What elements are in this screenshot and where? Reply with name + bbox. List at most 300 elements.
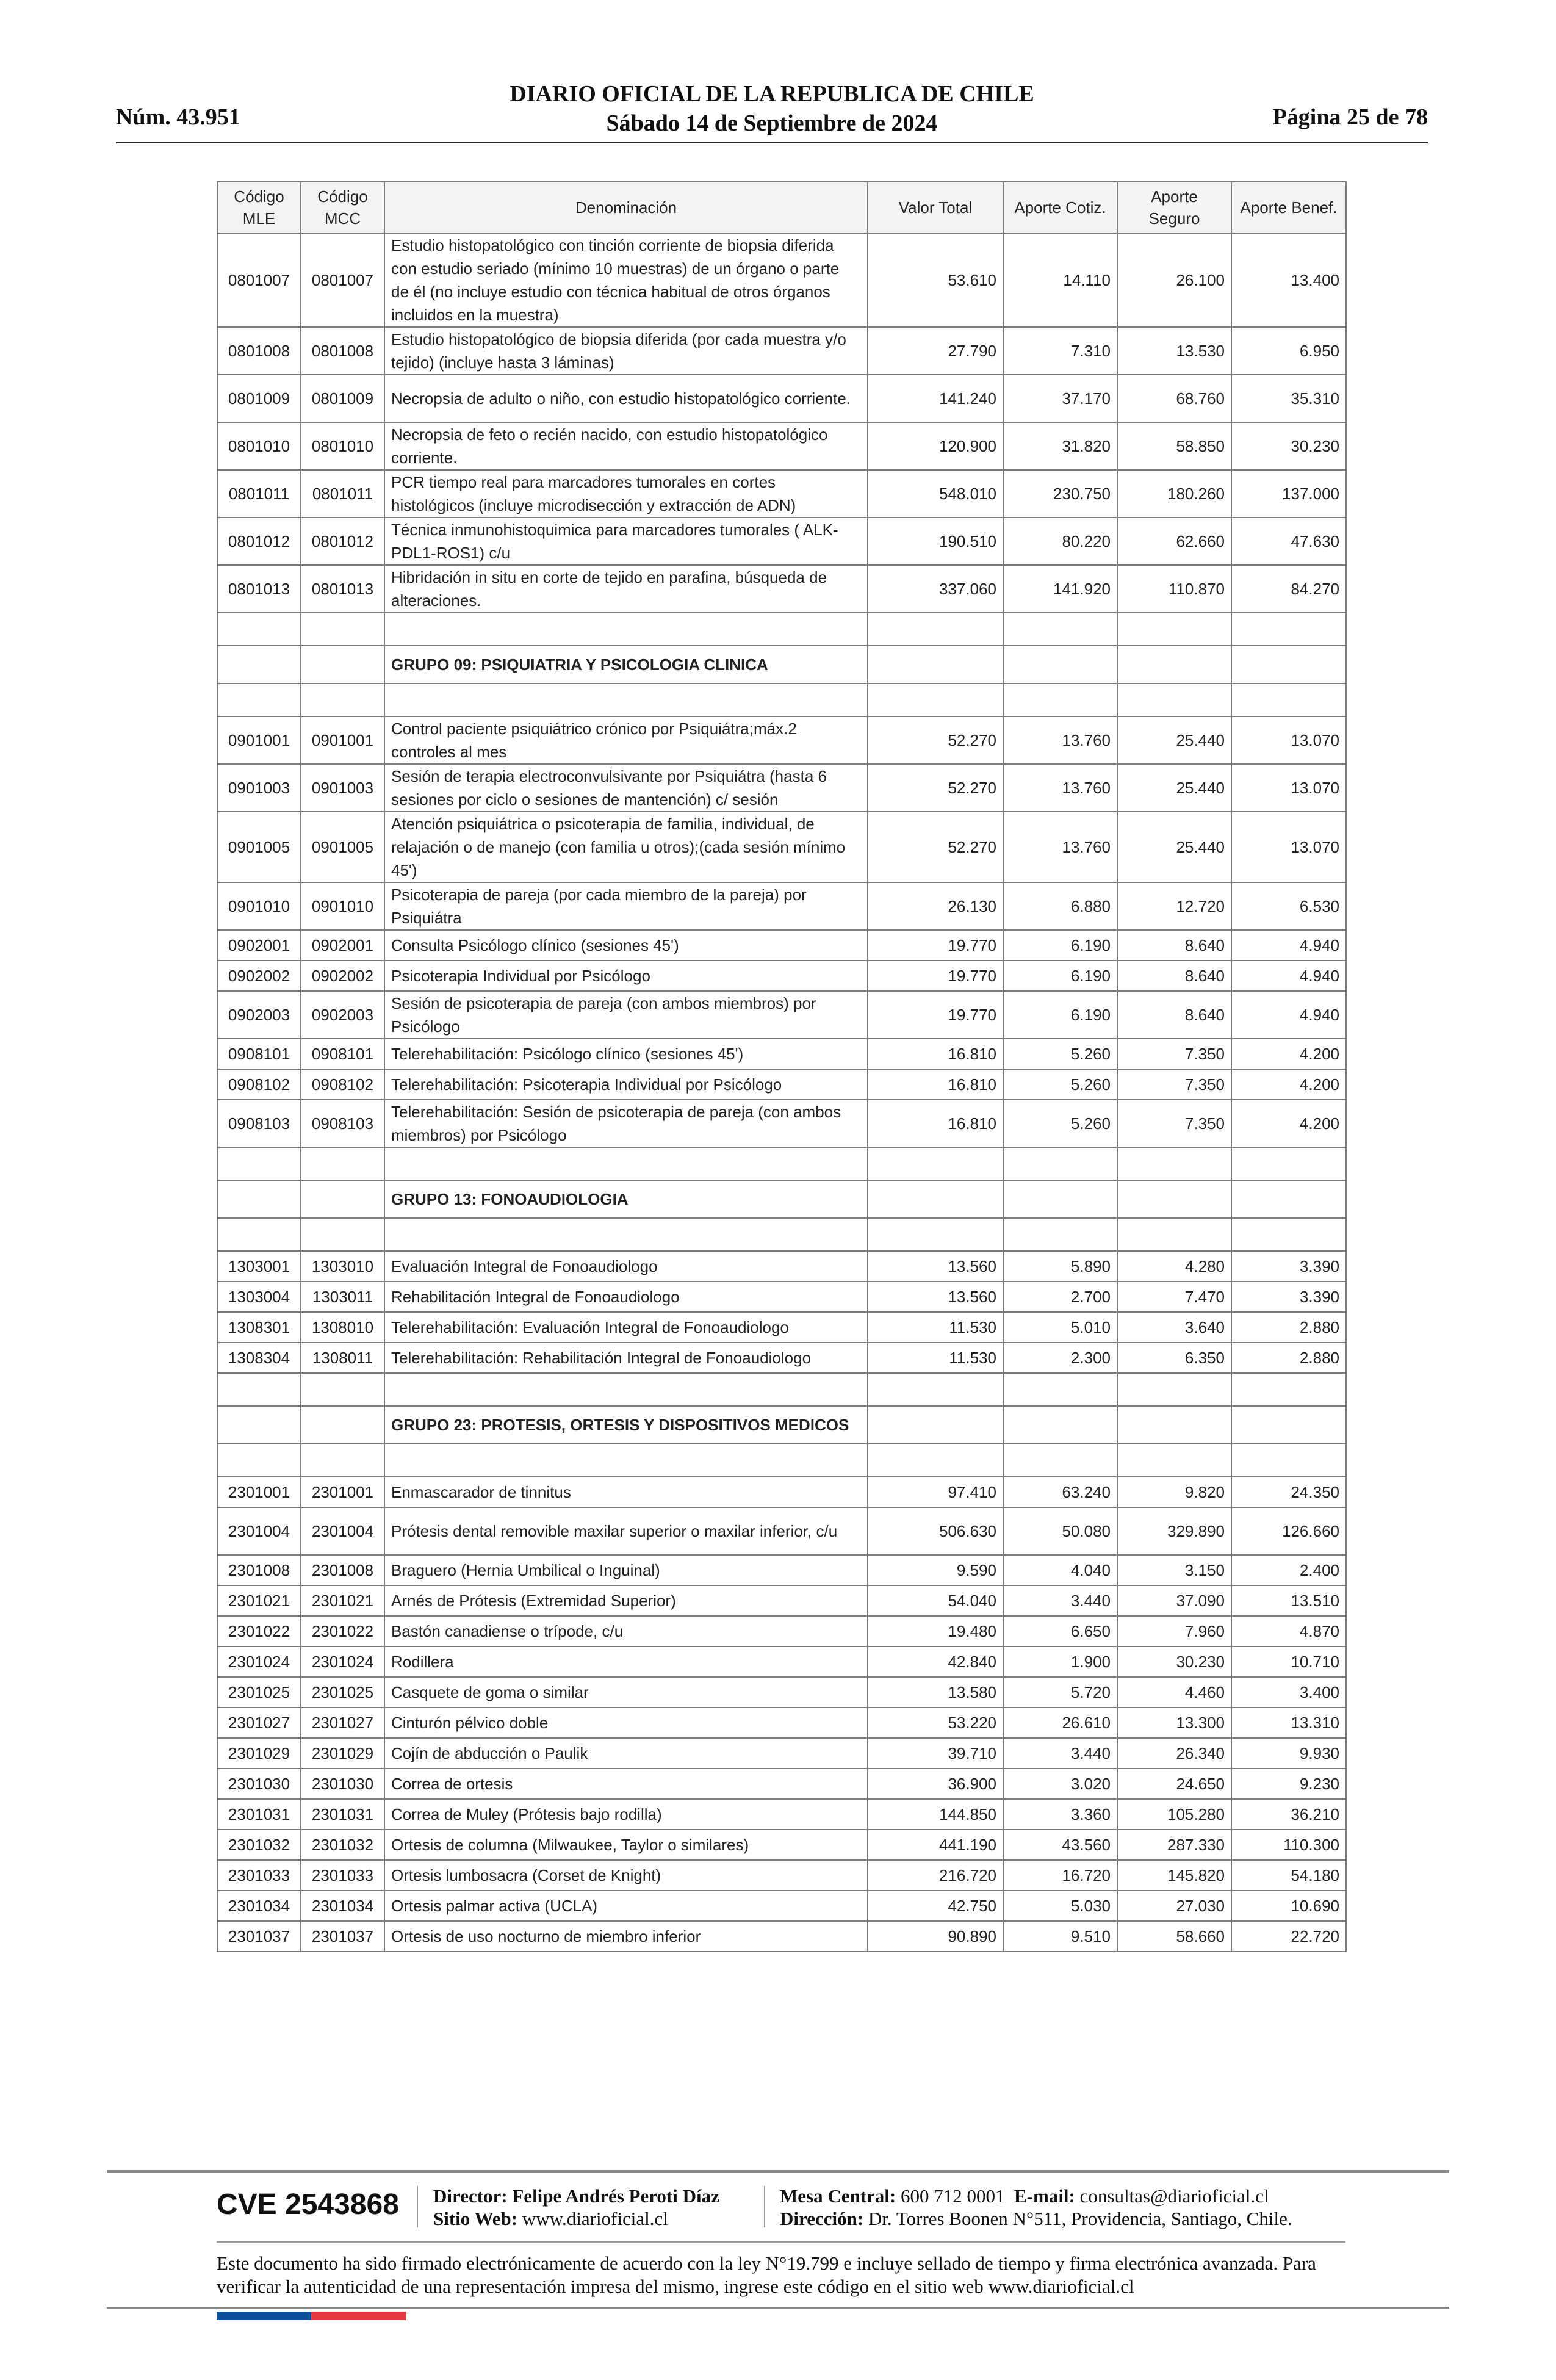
total-value-cell: 190.510 (868, 517, 1003, 565)
code-mle-cell: 1303001 (217, 1251, 301, 1282)
total-value-cell: 90.890 (868, 1921, 1003, 1952)
cotiz-value-cell: 6.190 (1003, 991, 1117, 1039)
seguro-value-cell: 9.820 (1117, 1477, 1231, 1507)
table-header-row (217, 182, 1346, 233)
empty-cell (1231, 613, 1346, 646)
cotiz-value-cell: 14.110 (1003, 233, 1117, 327)
cotiz-value-cell: 5.260 (1003, 1100, 1117, 1147)
code-mcc-cell: 2301022 (301, 1616, 384, 1646)
spacer-row (217, 613, 1346, 646)
footer-rule-middle (217, 2241, 1345, 2243)
total-value-cell: 16.810 (868, 1069, 1003, 1100)
benef-value-cell: 10.710 (1231, 1646, 1346, 1677)
empty-cell (1117, 1406, 1231, 1444)
description-cell: Telerehabilitación: Psicólogo clínico (sesiones 45') (384, 1039, 868, 1069)
code-mcc-cell: 2301024 (301, 1646, 384, 1677)
description-cell: Psicoterapia Individual por Psicólogo (384, 961, 868, 991)
empty-cell (301, 1406, 384, 1444)
cotiz-value-cell: 63.240 (1003, 1477, 1117, 1507)
total-value-cell: 39.710 (868, 1738, 1003, 1769)
code-mle-cell: 2301031 (217, 1799, 301, 1830)
seguro-value-cell: 6.350 (1117, 1343, 1231, 1373)
description-cell: Atención psiquiátrica o psicoterapia de familia, individual, de relajación o de manejo (con familia u otros);(cada sesión mínimo 45') (384, 812, 868, 882)
code-mle-cell: 0908102 (217, 1069, 301, 1100)
code-mcc-cell: 0801009 (301, 375, 384, 422)
benef-value-cell: 10.690 (1231, 1891, 1346, 1921)
total-value-cell: 52.270 (868, 812, 1003, 882)
table-row (217, 422, 1346, 470)
description-cell: Correa de ortesis (384, 1769, 868, 1799)
benef-value-cell: 13.070 (1231, 764, 1346, 812)
empty-cell (1117, 1147, 1231, 1180)
table-row (217, 1251, 1346, 1282)
total-value-cell: 19.770 (868, 930, 1003, 961)
code-mcc-cell: 2301034 (301, 1891, 384, 1921)
table-row (217, 1282, 1346, 1312)
empty-cell (1003, 1180, 1117, 1218)
seguro-value-cell: 7.350 (1117, 1039, 1231, 1069)
code-mcc-cell: 2301008 (301, 1555, 384, 1585)
group-header-row (217, 1406, 1346, 1444)
cotiz-value-cell: 141.920 (1003, 565, 1117, 613)
code-mle-cell: 2301008 (217, 1555, 301, 1585)
group-header-row (217, 646, 1346, 683)
benef-value-cell: 13.400 (1231, 233, 1346, 327)
cotiz-value-cell: 5.260 (1003, 1039, 1117, 1069)
benef-value-cell: 24.350 (1231, 1477, 1346, 1507)
cotiz-value-cell: 13.760 (1003, 764, 1117, 812)
cotiz-value-cell: 80.220 (1003, 517, 1117, 565)
benef-value-cell: 6.530 (1231, 882, 1346, 930)
code-mle-cell: 2301001 (217, 1477, 301, 1507)
table-body (217, 233, 1346, 1952)
group-title: GRUPO 23: PROTESIS, ORTESIS Y DISPOSITIVOS MEDICOS (384, 1406, 868, 1444)
empty-cell (1231, 646, 1346, 683)
table-row (217, 1677, 1346, 1707)
empty-cell (217, 1444, 301, 1477)
benef-value-cell: 3.390 (1231, 1251, 1346, 1282)
code-mcc-cell: 0801008 (301, 327, 384, 375)
cotiz-value-cell: 31.820 (1003, 422, 1117, 470)
code-mcc-cell: 2301027 (301, 1707, 384, 1738)
code-mcc-cell: 1303011 (301, 1282, 384, 1312)
masthead (116, 79, 1428, 138)
empty-cell (301, 1180, 384, 1218)
cotiz-value-cell: 230.750 (1003, 470, 1117, 517)
col-header-mle: Código MLE (217, 182, 301, 233)
description-cell: Braguero (Hernia Umbilical o Inguinal) (384, 1555, 868, 1585)
code-mle-cell: 0801007 (217, 233, 301, 327)
benef-value-cell: 13.510 (1231, 1585, 1346, 1616)
empty-cell (868, 1406, 1003, 1444)
description-cell: Rodillera (384, 1646, 868, 1677)
footer-separator (417, 2186, 418, 2227)
empty-cell (868, 1180, 1003, 1218)
description-cell: Ortesis de uso nocturno de miembro inferior (384, 1921, 868, 1952)
seguro-value-cell: 62.660 (1117, 517, 1231, 565)
total-value-cell: 441.190 (868, 1830, 1003, 1860)
cotiz-value-cell: 1.900 (1003, 1646, 1117, 1677)
spacer-row (217, 683, 1346, 716)
code-mcc-cell: 0901003 (301, 764, 384, 812)
newspaper-title: DIARIO OFICIAL DE LA REPUBLICA DE CHILE (510, 81, 1034, 107)
tariff-table (217, 181, 1347, 1952)
table-row (217, 1312, 1346, 1343)
description-cell: Casquete de goma o similar (384, 1677, 868, 1707)
table-row (217, 1921, 1346, 1952)
table-row (217, 716, 1346, 764)
benef-value-cell: 6.950 (1231, 327, 1346, 375)
description-cell: Consulta Psicólogo clínico (sesiones 45') (384, 930, 868, 961)
empty-cell (1117, 646, 1231, 683)
cotiz-value-cell: 6.880 (1003, 882, 1117, 930)
total-value-cell: 19.480 (868, 1616, 1003, 1646)
table-row (217, 1769, 1346, 1799)
description-cell: Evaluación Integral de Fonoaudiologo (384, 1251, 868, 1282)
total-value-cell: 13.560 (868, 1282, 1003, 1312)
benef-value-cell: 35.310 (1231, 375, 1346, 422)
table-row (217, 1585, 1346, 1616)
total-value-cell: 141.240 (868, 375, 1003, 422)
email-label: E-mail: (1014, 2185, 1075, 2207)
empty-cell (301, 646, 384, 683)
signature-notice: Este documento ha sido firmado electrónicamente de acuerdo con la ley N°19.799 e incluye sellado de tiempo y firma electrónica avanzada. Para verificar la autenticidad de una representación impresa del mismo, ingrese este código en el sitio web www.diarioficial.cl (217, 2252, 1316, 2297)
director-block (433, 2185, 719, 2230)
description-cell: Técnica inmunohistoquimica para marcadores tumorales ( ALK-PDL1-ROS1) c/u (384, 517, 868, 565)
code-mle-cell: 2301029 (217, 1738, 301, 1769)
code-mle-cell: 0801009 (217, 375, 301, 422)
cotiz-value-cell: 2.700 (1003, 1282, 1117, 1312)
benef-value-cell: 4.940 (1231, 961, 1346, 991)
code-mle-cell: 0801011 (217, 470, 301, 517)
empty-cell (217, 1147, 301, 1180)
phone-email-line (780, 2185, 1292, 2207)
benef-value-cell: 13.070 (1231, 716, 1346, 764)
col-header-benef: Aporte Benef. (1231, 182, 1346, 233)
code-mcc-cell: 2301030 (301, 1769, 384, 1799)
website-link[interactable]: www.diarioficial.cl (522, 2208, 668, 2229)
empty-cell (1117, 1444, 1231, 1477)
seguro-value-cell: 25.440 (1117, 764, 1231, 812)
code-mle-cell: 2301030 (217, 1769, 301, 1799)
cotiz-value-cell: 9.510 (1003, 1921, 1117, 1952)
seguro-value-cell: 26.100 (1117, 233, 1231, 327)
page-header (116, 79, 1428, 140)
cotiz-value-cell: 43.560 (1003, 1830, 1117, 1860)
benef-value-cell: 47.630 (1231, 517, 1346, 565)
description-cell: Sesión de terapia electroconvulsivante por Psiquiátra (hasta 6 sesiones por ciclo o sesiones de mantención) c/ sesión (384, 764, 868, 812)
cotiz-value-cell: 13.760 (1003, 812, 1117, 882)
empty-cell (868, 1444, 1003, 1477)
empty-cell (1003, 1147, 1117, 1180)
address-value: Dr. Torres Boonen N°511, Providencia, Santiago, Chile. (868, 2208, 1292, 2229)
empty-cell (217, 613, 301, 646)
table-row (217, 882, 1346, 930)
description-cell: Cinturón pélvico doble (384, 1707, 868, 1738)
seguro-value-cell: 4.280 (1117, 1251, 1231, 1282)
cotiz-value-cell: 37.170 (1003, 375, 1117, 422)
spacer-row (217, 1373, 1346, 1406)
benef-value-cell: 126.660 (1231, 1507, 1346, 1555)
total-value-cell: 42.840 (868, 1646, 1003, 1677)
table-row (217, 1799, 1346, 1830)
total-value-cell: 11.530 (868, 1312, 1003, 1343)
benef-value-cell: 36.210 (1231, 1799, 1346, 1830)
table-row (217, 1069, 1346, 1100)
seguro-value-cell: 25.440 (1117, 716, 1231, 764)
seguro-value-cell: 110.870 (1117, 565, 1231, 613)
code-mcc-cell: 2301033 (301, 1860, 384, 1891)
total-value-cell: 53.220 (868, 1707, 1003, 1738)
description-cell: Telerehabilitación: Psicoterapia Individual por Psicólogo (384, 1069, 868, 1100)
total-value-cell: 19.770 (868, 991, 1003, 1039)
empty-cell (217, 1180, 301, 1218)
benef-value-cell: 9.230 (1231, 1769, 1346, 1799)
empty-cell (1231, 1218, 1346, 1251)
empty-cell (1117, 683, 1231, 716)
table-row (217, 1343, 1346, 1373)
code-mcc-cell: 0908101 (301, 1039, 384, 1069)
total-value-cell: 337.060 (868, 565, 1003, 613)
description-cell: Necropsia de adulto o niño, con estudio histopatológico corriente. (384, 375, 868, 422)
total-value-cell: 144.850 (868, 1799, 1003, 1830)
code-mcc-cell: 0908102 (301, 1069, 384, 1100)
code-mle-cell: 2301021 (217, 1585, 301, 1616)
total-value-cell: 36.900 (868, 1769, 1003, 1799)
footer-separator (764, 2186, 765, 2227)
benef-value-cell: 4.940 (1231, 991, 1346, 1039)
seguro-value-cell: 3.150 (1117, 1555, 1231, 1585)
description-cell: Cojín de abducción o Paulik (384, 1738, 868, 1769)
seguro-value-cell: 7.470 (1117, 1282, 1231, 1312)
table-row (217, 1507, 1346, 1555)
benef-value-cell: 2.880 (1231, 1312, 1346, 1343)
code-mle-cell: 0801008 (217, 327, 301, 375)
empty-cell (217, 646, 301, 683)
spacer-row (217, 1218, 1346, 1251)
benef-value-cell: 30.230 (1231, 422, 1346, 470)
table-row (217, 1100, 1346, 1147)
code-mle-cell: 1308301 (217, 1312, 301, 1343)
code-mcc-cell: 2301037 (301, 1921, 384, 1952)
cotiz-value-cell: 13.760 (1003, 716, 1117, 764)
table-row (217, 470, 1346, 517)
code-mle-cell: 0908103 (217, 1100, 301, 1147)
empty-cell (301, 1147, 384, 1180)
table-row (217, 1891, 1346, 1921)
seguro-value-cell: 8.640 (1117, 961, 1231, 991)
description-cell: PCR tiempo real para marcadores tumorales en cortes histológicos (incluye microdisección y extracción de ADN) (384, 470, 868, 517)
table-row (217, 1477, 1346, 1507)
code-mcc-cell: 2301025 (301, 1677, 384, 1707)
table-row (217, 1738, 1346, 1769)
empty-cell (1003, 613, 1117, 646)
empty-cell (384, 1218, 868, 1251)
seguro-value-cell: 7.350 (1117, 1069, 1231, 1100)
seguro-value-cell: 3.640 (1117, 1312, 1231, 1343)
table-row (217, 1646, 1346, 1677)
issue-number: Núm. 43.951 (116, 104, 240, 130)
empty-cell (868, 613, 1003, 646)
director-line (433, 2185, 719, 2207)
description-cell: Estudio histopatológico con tinción corriente de biopsia diferida con estudio seriado (mínimo 10 muestras) de un órgano o parte de él (no incluye estudio con técnica habitual de otros órganos incluidos en la muestra) (384, 233, 868, 327)
address-label: Dirección: (780, 2208, 864, 2229)
code-mcc-cell: 0902002 (301, 961, 384, 991)
cotiz-value-cell: 3.440 (1003, 1585, 1117, 1616)
code-mcc-cell: 1303010 (301, 1251, 384, 1282)
empty-cell (1231, 1180, 1346, 1218)
empty-cell (1003, 1406, 1117, 1444)
seguro-value-cell: 25.440 (1117, 812, 1231, 882)
empty-cell (868, 1373, 1003, 1406)
total-value-cell: 52.270 (868, 716, 1003, 764)
total-value-cell: 19.770 (868, 961, 1003, 991)
mesa-phone: 600 712 0001 (901, 2185, 1005, 2207)
empty-cell (384, 1444, 868, 1477)
empty-cell (1231, 1147, 1346, 1180)
description-cell: Arnés de Prótesis (Extremidad Superior) (384, 1585, 868, 1616)
cotiz-value-cell: 50.080 (1003, 1507, 1117, 1555)
code-mle-cell: 0901003 (217, 764, 301, 812)
total-value-cell: 216.720 (868, 1860, 1003, 1891)
empty-cell (1003, 1373, 1117, 1406)
code-mle-cell: 0902001 (217, 930, 301, 961)
footer-rule-top (107, 2170, 1449, 2173)
code-mle-cell: 0901001 (217, 716, 301, 764)
empty-cell (217, 1406, 301, 1444)
empty-cell (1117, 1373, 1231, 1406)
code-mcc-cell: 0801007 (301, 233, 384, 327)
seguro-value-cell: 68.760 (1117, 375, 1231, 422)
code-mle-cell: 0801012 (217, 517, 301, 565)
cotiz-value-cell: 3.440 (1003, 1738, 1117, 1769)
empty-cell (1231, 1444, 1346, 1477)
empty-cell (1003, 683, 1117, 716)
seguro-value-cell: 105.280 (1117, 1799, 1231, 1830)
empty-cell (301, 1218, 384, 1251)
seguro-value-cell: 329.890 (1117, 1507, 1231, 1555)
description-cell: Control paciente psiquiátrico crónico por Psiquiátra;máx.2 controles al mes (384, 716, 868, 764)
table-row (217, 764, 1346, 812)
code-mcc-cell: 0801010 (301, 422, 384, 470)
cotiz-value-cell: 5.030 (1003, 1891, 1117, 1921)
cve-code: CVE 2543868 (217, 2188, 399, 2221)
total-value-cell: 53.610 (868, 233, 1003, 327)
mesa-label: Mesa Central: (780, 2185, 896, 2207)
email-link[interactable]: consultas@diarioficial.cl (1079, 2185, 1269, 2207)
group-title: GRUPO 13: FONOAUDIOLOGIA (384, 1180, 868, 1218)
description-cell: Rehabilitación Integral de Fonoaudiologo (384, 1282, 868, 1312)
code-mle-cell: 0908101 (217, 1039, 301, 1069)
benef-value-cell: 54.180 (1231, 1860, 1346, 1891)
col-header-description: Denominación (384, 182, 868, 233)
code-mle-cell: 2301024 (217, 1646, 301, 1677)
benef-value-cell: 4.200 (1231, 1069, 1346, 1100)
col-header-total: Valor Total (868, 182, 1003, 233)
description-cell: Psicoterapia de pareja (por cada miembro de la pareja) por Psiquiátra (384, 882, 868, 930)
seguro-value-cell: 180.260 (1117, 470, 1231, 517)
cotiz-value-cell: 6.190 (1003, 961, 1117, 991)
empty-cell (1117, 613, 1231, 646)
benef-value-cell: 110.300 (1231, 1830, 1346, 1860)
code-mcc-cell: 2301032 (301, 1830, 384, 1860)
cotiz-value-cell: 5.890 (1003, 1251, 1117, 1282)
table-row (217, 375, 1346, 422)
empty-cell (1003, 1218, 1117, 1251)
spacer-row (217, 1444, 1346, 1477)
seguro-value-cell: 287.330 (1117, 1830, 1231, 1860)
empty-cell (301, 683, 384, 716)
table-row (217, 1707, 1346, 1738)
cotiz-value-cell: 16.720 (1003, 1860, 1117, 1891)
seguro-value-cell: 13.300 (1117, 1707, 1231, 1738)
seguro-value-cell: 58.660 (1117, 1921, 1231, 1952)
col-header-seguro: Aporte Seguro (1117, 182, 1231, 233)
seguro-value-cell: 12.720 (1117, 882, 1231, 930)
empty-cell (868, 1218, 1003, 1251)
total-value-cell: 27.790 (868, 327, 1003, 375)
code-mcc-cell: 2301031 (301, 1799, 384, 1830)
benef-value-cell: 137.000 (1231, 470, 1346, 517)
empty-cell (868, 1147, 1003, 1180)
table-row (217, 327, 1346, 375)
description-cell: Ortesis palmar activa (UCLA) (384, 1891, 868, 1921)
description-cell: Telerehabilitación: Sesión de psicoterapia de pareja (con ambos miembros) por Psicólogo (384, 1100, 868, 1147)
empty-cell (868, 646, 1003, 683)
empty-cell (1231, 1373, 1346, 1406)
empty-cell (868, 683, 1003, 716)
empty-cell (384, 683, 868, 716)
flag-bar-red (311, 2312, 406, 2320)
contact-block (780, 2185, 1292, 2230)
benef-value-cell: 4.200 (1231, 1100, 1346, 1147)
col-header-cotiz: Aporte Cotiz. (1003, 182, 1117, 233)
benef-value-cell: 2.400 (1231, 1555, 1346, 1585)
description-cell: Telerehabilitación: Evaluación Integral de Fonoaudiologo (384, 1312, 868, 1343)
code-mcc-cell: 0902003 (301, 991, 384, 1039)
code-mcc-cell: 0801012 (301, 517, 384, 565)
table-row (217, 812, 1346, 882)
seguro-value-cell: 58.850 (1117, 422, 1231, 470)
code-mle-cell: 2301004 (217, 1507, 301, 1555)
footer-rule-bottom (107, 2307, 1449, 2309)
address-line (780, 2207, 1292, 2230)
table-row (217, 1616, 1346, 1646)
table-row (217, 565, 1346, 613)
code-mle-cell: 2301025 (217, 1677, 301, 1707)
benef-value-cell: 22.720 (1231, 1921, 1346, 1952)
seguro-value-cell: 24.650 (1117, 1769, 1231, 1799)
code-mcc-cell: 0801013 (301, 565, 384, 613)
code-mle-cell: 2301032 (217, 1830, 301, 1860)
code-mle-cell: 0801010 (217, 422, 301, 470)
benef-value-cell: 4.940 (1231, 930, 1346, 961)
empty-cell (301, 1444, 384, 1477)
empty-cell (217, 683, 301, 716)
empty-cell (217, 1218, 301, 1251)
benef-value-cell: 13.070 (1231, 812, 1346, 882)
table-row (217, 1860, 1346, 1891)
code-mcc-cell: 2301001 (301, 1477, 384, 1507)
table-row (217, 961, 1346, 991)
total-value-cell: 52.270 (868, 764, 1003, 812)
code-mcc-cell: 0801011 (301, 470, 384, 517)
total-value-cell: 120.900 (868, 422, 1003, 470)
website-label: Sitio Web: (433, 2208, 518, 2229)
issue-date: Sábado 14 de Septiembre de 2024 (606, 110, 938, 136)
description-cell: Estudio histopatológico de biopsia diferida (por cada muestra y/o tejido) (incluye hasta 3 láminas) (384, 327, 868, 375)
code-mcc-cell: 1308010 (301, 1312, 384, 1343)
